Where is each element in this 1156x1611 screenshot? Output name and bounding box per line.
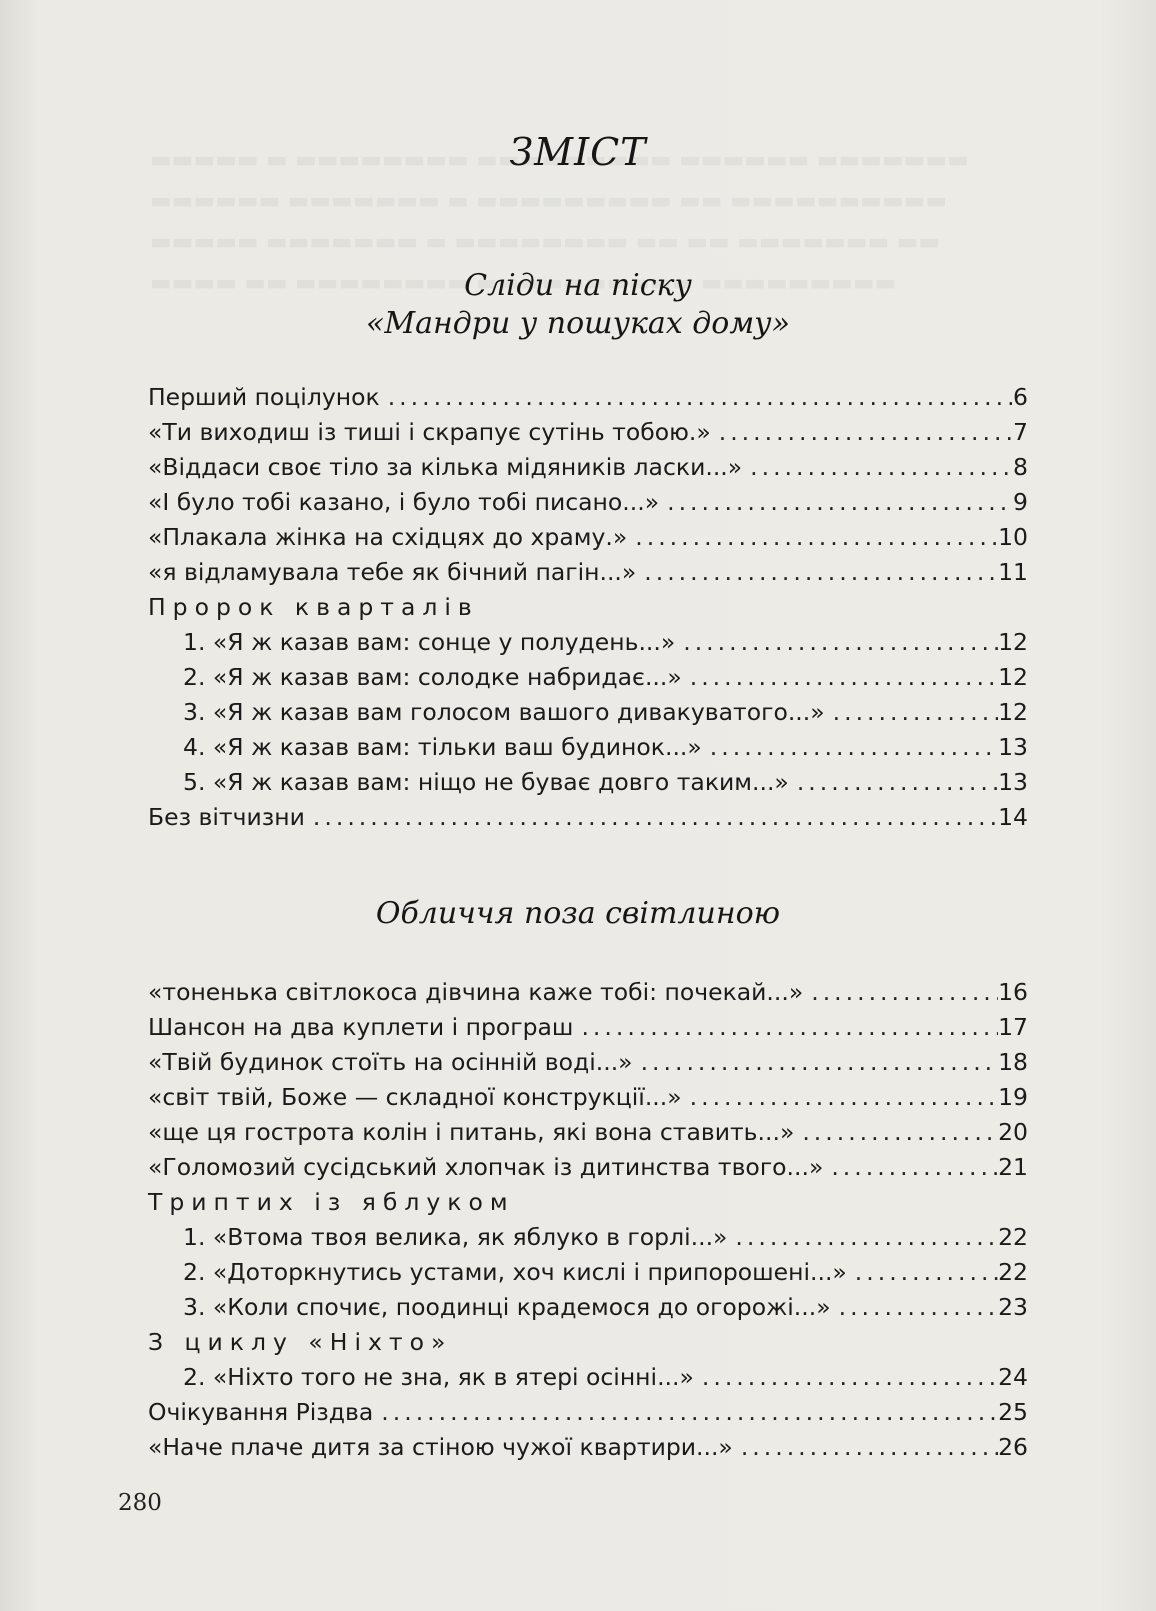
- toc-entry-page: 13: [998, 768, 1028, 796]
- toc-entry-page: 16: [998, 978, 1028, 1006]
- dot-leader: [733, 1430, 998, 1465]
- toc-entry[interactable]: [148, 1255, 1028, 1290]
- section1-toc-list: [148, 380, 1028, 835]
- toc-entry-page: 10: [998, 523, 1028, 551]
- dot-leader: [794, 1115, 998, 1150]
- toc-entry[interactable]: [148, 800, 1028, 835]
- dot-leader: [727, 1220, 998, 1255]
- toc-entry-page: 17: [998, 1013, 1028, 1041]
- dot-leader: [627, 520, 998, 555]
- toc-entry[interactable]: [148, 1360, 1028, 1395]
- toc-entry-title: 2. «Я ж казав вам: солодке набридає...»: [183, 663, 682, 691]
- toc-entry-page: 14: [998, 803, 1028, 831]
- toc-entry-title: «Голомозий сусідський хлопчак із дитинства твого...»: [148, 1153, 824, 1181]
- toc-entry[interactable]: [148, 660, 1028, 695]
- toc-entry-page: 18: [998, 1048, 1028, 1076]
- toc-entry[interactable]: [148, 485, 1028, 520]
- toc-entry-title: «Твій будинок стоїть на осінній воді...»: [148, 1048, 633, 1076]
- toc-entry-title: 2. «Доторкнутись устами, хоч кислі і припорошені...»: [183, 1258, 847, 1286]
- toc-entry[interactable]: [148, 1290, 1028, 1325]
- toc-cycle-heading: [148, 1185, 1028, 1220]
- toc-entry[interactable]: [148, 450, 1028, 485]
- dot-leader: [373, 1395, 998, 1430]
- toc-entry-title: Шансон на два куплети і програш: [148, 1013, 574, 1041]
- toc-cycle-heading: [148, 1325, 1028, 1360]
- section2-toc-list: [148, 975, 1028, 1465]
- toc-entry-title: 1. «Я ж казав вам: сонце у полудень...»: [183, 628, 676, 656]
- toc-entry-title: «Наче плаче дитя за стіною чужої квартири...»: [148, 1433, 733, 1461]
- toc-entry[interactable]: [148, 415, 1028, 450]
- toc-entry-page: 8: [1013, 453, 1028, 481]
- toc-entry[interactable]: [148, 1430, 1028, 1465]
- toc-entry-title: «тоненька світлокоса дівчина каже тобі: почекай...»: [148, 978, 804, 1006]
- toc-entry-page: 9: [1013, 488, 1028, 516]
- dot-leader: [682, 1080, 998, 1115]
- toc-entry-title: 3. «Коли спочиє, поодинці крадемося до огорожі...»: [183, 1293, 831, 1321]
- toc-entry-title: «Ти виходиш із тиші і скрапує сутінь тобою.»: [148, 418, 711, 446]
- page-number: 280: [118, 1490, 162, 1516]
- toc-entry-page: 21: [998, 1153, 1028, 1181]
- dot-leader: [702, 730, 998, 765]
- toc-entry-page: 24: [998, 1363, 1028, 1391]
- dot-leader: [789, 765, 998, 800]
- toc-cycle-title: Триптих із яблуком: [148, 1188, 515, 1216]
- toc-entry-title: 2. «Ніхто того не зна, як в ятері осінні...»: [183, 1363, 694, 1391]
- dot-leader: [380, 380, 1012, 415]
- dot-leader: [694, 1360, 998, 1395]
- dot-leader: [636, 555, 998, 590]
- dot-leader: [675, 625, 998, 660]
- dot-leader: [573, 1010, 998, 1045]
- toc-entry-page: 7: [1013, 418, 1028, 446]
- toc-entry-page: 12: [998, 628, 1028, 656]
- toc-entry-title: «ще ця гострота колін і питань, які вона ставить...»: [148, 1118, 795, 1146]
- toc-entry-title: «Віддаси своє тіло за кілька мідяників ласки...»: [148, 453, 743, 481]
- dot-leader: [803, 975, 998, 1010]
- section2-title: Обличчя поза світлиною: [375, 896, 781, 931]
- toc-cycle-heading: [148, 590, 1028, 625]
- dot-leader: [847, 1255, 998, 1290]
- toc-entry-page: 22: [998, 1223, 1028, 1251]
- toc-entry[interactable]: [148, 1150, 1028, 1185]
- toc-entry-page: 23: [998, 1293, 1028, 1321]
- dot-leader: [305, 800, 998, 835]
- toc-entry-page: 11: [998, 558, 1028, 586]
- toc-entry-title: 1. «Втома твоя велика, як яблуко в горлі...»: [183, 1223, 728, 1251]
- toc-entry[interactable]: [148, 1395, 1028, 1430]
- toc-entry[interactable]: [148, 625, 1028, 660]
- dot-leader: [711, 415, 1013, 450]
- toc-entry-page: 6: [1013, 383, 1028, 411]
- dot-leader: [823, 1150, 998, 1185]
- toc-entry-page: 13: [998, 733, 1028, 761]
- toc-entry-page: 25: [998, 1398, 1028, 1426]
- toc-entry[interactable]: [148, 1115, 1028, 1150]
- toc-entry[interactable]: [148, 380, 1028, 415]
- toc-entry[interactable]: [148, 1045, 1028, 1080]
- toc-entry[interactable]: [148, 765, 1028, 800]
- dot-leader: [831, 1290, 999, 1325]
- toc-entry[interactable]: [148, 555, 1028, 590]
- toc-entry-title: Очікування Різдва: [148, 1398, 374, 1426]
- toc-entry-title: Без вітчизни: [148, 803, 305, 831]
- toc-cycle-title: Пророк кварталів: [148, 593, 479, 621]
- section1-title-line1: Сліди на піску: [464, 268, 692, 303]
- toc-entry-page: 19: [998, 1083, 1028, 1111]
- toc-cycle-title: З циклу «Ніхто»: [148, 1328, 453, 1356]
- toc-entry-title: «І було тобі казано, і було тобі писано...»: [148, 488, 660, 516]
- dot-leader: [742, 450, 1013, 485]
- toc-entry-title: Перший поцілунок: [148, 383, 380, 411]
- toc-entry[interactable]: [148, 730, 1028, 765]
- toc-entry-title: «я відламувала тебе як бічний пагін...»: [148, 558, 637, 586]
- dot-leader: [633, 1045, 999, 1080]
- dot-leader: [682, 660, 998, 695]
- toc-entry[interactable]: [148, 1080, 1028, 1115]
- toc-entry[interactable]: [148, 975, 1028, 1010]
- toc-entry-title: «Плакала жінка на східцях до храму.»: [148, 523, 628, 551]
- dot-leader: [825, 695, 998, 730]
- toc-entry-page: 12: [998, 663, 1028, 691]
- toc-entry-page: 12: [998, 698, 1028, 726]
- toc-entry[interactable]: [148, 520, 1028, 555]
- contents-title: ЗМІСТ: [509, 130, 647, 174]
- toc-entry-page: 20: [998, 1118, 1028, 1146]
- toc-entry-title: 5. «Я ж казав вам: ніщо не буває довго таким...»: [183, 768, 789, 796]
- toc-entry-title: 3. «Я ж казав вам голосом вашого дивакуватого...»: [183, 698, 825, 726]
- dot-leader: [659, 485, 1013, 520]
- toc-entry[interactable]: [148, 1220, 1028, 1255]
- toc-entry-title: 4. «Я ж казав вам: тільки ваш будинок...»: [183, 733, 702, 761]
- toc-entry-page: 26: [998, 1433, 1028, 1461]
- toc-entry[interactable]: [148, 1010, 1028, 1045]
- toc-entry-page: 22: [998, 1258, 1028, 1286]
- section1-title-line2: «Мандри у пошуках дому»: [366, 306, 790, 341]
- toc-entry[interactable]: [148, 695, 1028, 730]
- toc-entry-title: «світ твій, Боже — складної конструкції...»: [148, 1083, 682, 1111]
